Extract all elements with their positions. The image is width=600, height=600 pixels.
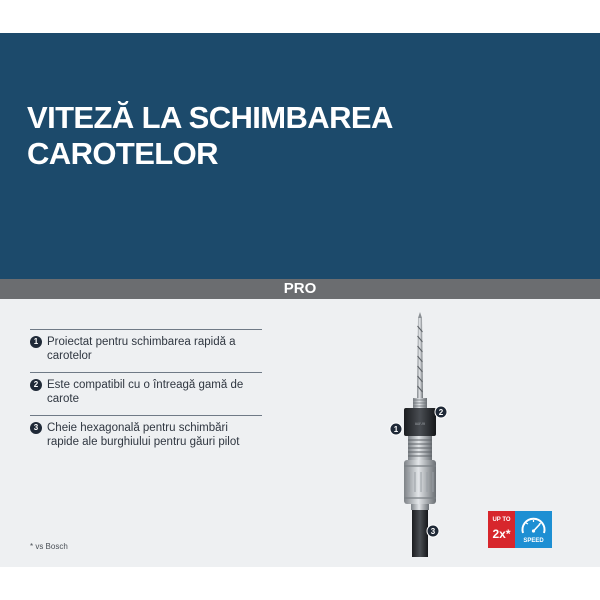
hex-shank bbox=[411, 504, 429, 557]
feature-item-3 bbox=[30, 415, 262, 458]
arbor-product-image bbox=[380, 312, 460, 557]
feature-item-2 bbox=[30, 372, 262, 415]
callout-1 bbox=[390, 423, 402, 435]
footnote: * vs Bosch bbox=[30, 542, 68, 551]
svg-text:///// ///: ///// /// bbox=[414, 421, 426, 426]
page-title bbox=[27, 100, 587, 172]
hex-nut bbox=[404, 408, 436, 436]
speed-badge-gauge-panel bbox=[515, 511, 552, 548]
speedometer-icon bbox=[515, 511, 552, 538]
callout-3 bbox=[427, 525, 439, 537]
quick-release-sleeve bbox=[404, 460, 436, 504]
callout-2 bbox=[435, 406, 447, 418]
badge-multiplier-text: 2x* bbox=[492, 527, 511, 541]
badge-up-to-text: UP TO bbox=[492, 517, 511, 523]
page-title-line-1: VITEZĂ LA SCHIMBAREA bbox=[27, 100, 393, 135]
page-title-line-2: CAROTELOR bbox=[27, 136, 218, 171]
pro-label: PRO bbox=[283, 280, 317, 297]
badge-speed-text: SPEED bbox=[523, 538, 544, 544]
pilot-drill-bit bbox=[417, 312, 423, 398]
speed-badge-multiplier-panel bbox=[488, 511, 515, 548]
feature-number-badge: 2 bbox=[30, 379, 42, 391]
callout-1-label: 1 bbox=[393, 425, 399, 434]
spring-section bbox=[408, 436, 432, 460]
thread-collar bbox=[413, 398, 427, 408]
feature-text: Cheie hexagonală pentru schimbări rapide ale burghiului pentru găuri pilot bbox=[47, 422, 240, 448]
feature-number-badge: 1 bbox=[30, 336, 42, 348]
feature-text: Proiectat pentru schimbarea rapidă a carotelor bbox=[47, 336, 236, 362]
feature-list bbox=[30, 329, 262, 458]
callout-2-label: 2 bbox=[438, 408, 444, 417]
feature-text: Este compatibil cu o întreagă gamă de carote bbox=[47, 379, 244, 405]
feature-item-1 bbox=[30, 329, 262, 372]
speed-badge bbox=[488, 511, 552, 548]
callout-3-label: 3 bbox=[430, 527, 436, 536]
feature-number-badge: 3 bbox=[30, 422, 42, 434]
